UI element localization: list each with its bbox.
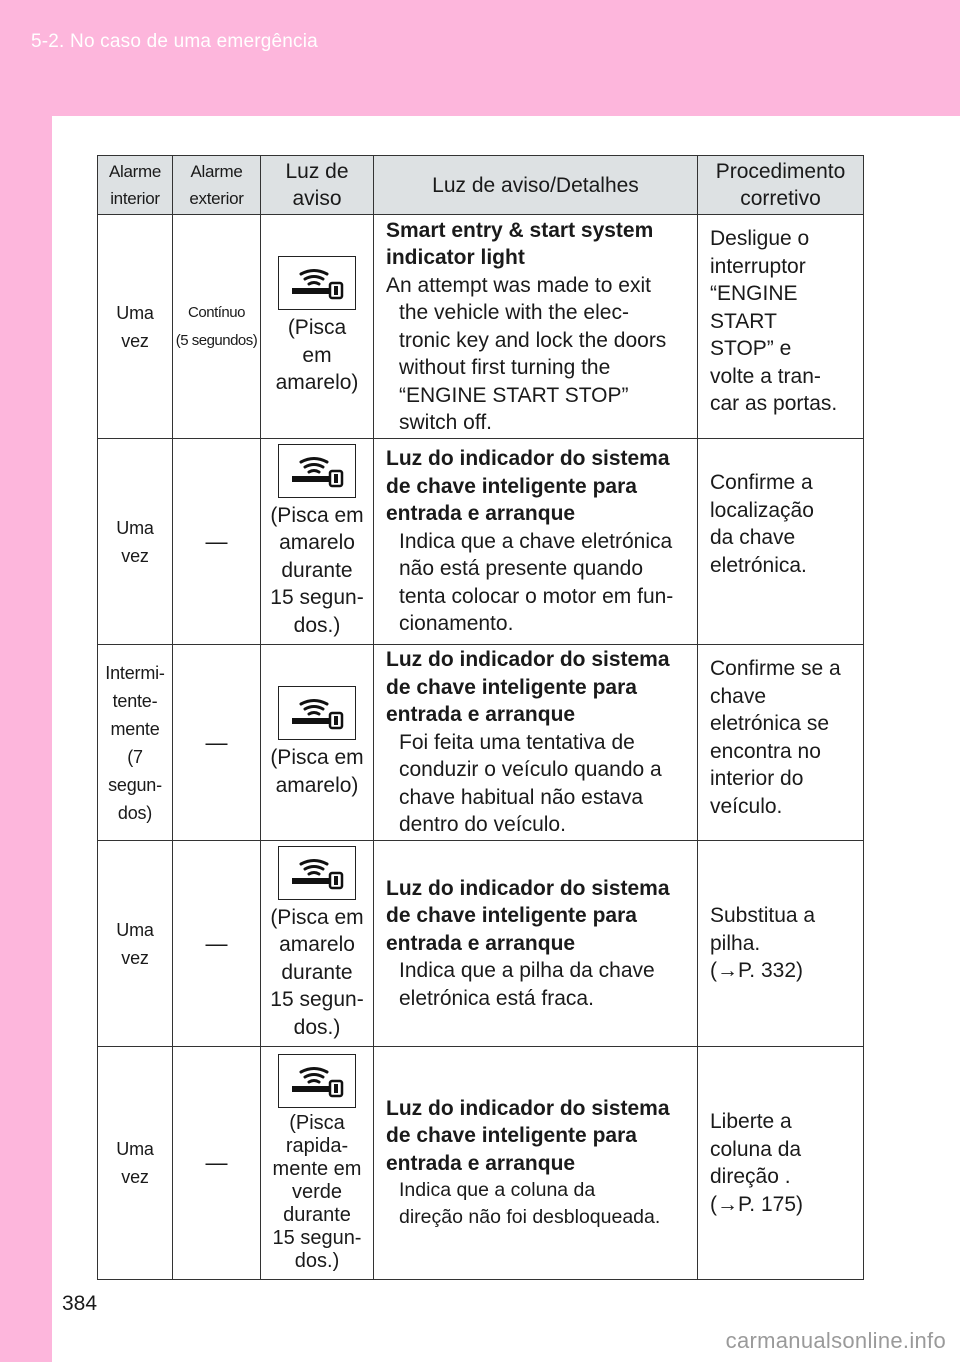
- watermark: carmanualsonline.info: [725, 1328, 946, 1353]
- side-margin-band: [0, 116, 52, 1362]
- header-alarm-exterior: Alarme exterior: [173, 156, 261, 215]
- section-title: 5-2. No caso de uma emergência: [31, 31, 318, 52]
- corrective-cell: Confirme a localização da chave eletrónica.: [698, 439, 864, 645]
- smart-key-indicator-icon: [278, 444, 356, 498]
- table-row: [98, 841, 864, 1047]
- alarm-interior-cell: Uma vez: [98, 215, 173, 439]
- alarm-exterior-cell: —: [173, 439, 261, 645]
- detail-cell: Luz do indicador do sistema de chave inteligente para entrada e arranque Indica que a pilha da chave eletrónica está fraca.: [374, 841, 698, 1047]
- header-warning-light: Luz de aviso: [261, 156, 374, 215]
- warning-light-cell: (Pisca em amarelo durante 15 segun- dos.): [261, 439, 374, 645]
- warning-light-cell: (Pisca em amarelo): [261, 645, 374, 841]
- smart-key-indicator-icon: [278, 846, 356, 900]
- page-number: 384: [62, 1292, 98, 1315]
- smart-key-indicator-icon: [278, 686, 356, 740]
- header-alarm-interior: Alarme interior: [98, 156, 173, 215]
- corrective-cell: Desligue o interruptor “ENGINE START STOP” e volte a tran- car as portas.: [698, 215, 864, 439]
- header-details: Luz de aviso/Detalhes: [374, 156, 698, 215]
- alarm-interior-cell: Uma vez: [98, 841, 173, 1047]
- alarm-interior-cell: Uma vez: [98, 1047, 173, 1280]
- warning-light-cell: (Pisca rapida- mente em verde durante 15 segun- dos.): [261, 1047, 374, 1280]
- table-row: [98, 439, 864, 645]
- smart-key-indicator-icon: [278, 256, 356, 310]
- table-row: [98, 645, 864, 841]
- corrective-cell: Liberte a coluna da direção . (→P. 175): [698, 1047, 864, 1280]
- warning-table: [97, 155, 864, 1280]
- header-corrective: Procedimento corretivo: [698, 156, 864, 215]
- detail-cell: Luz do indicador do sistema de chave inteligente para entrada e arranque Indica que a coluna da direção não foi desbloqueada.: [374, 1047, 698, 1280]
- header-band: [0, 0, 960, 116]
- table-row: [98, 1047, 864, 1280]
- table-row: [98, 215, 864, 439]
- corrective-cell: Confirme se a chave eletrónica se encontra no interior do veículo.: [698, 645, 864, 841]
- alarm-exterior-cell: —: [173, 841, 261, 1047]
- alarm-exterior-cell: —: [173, 645, 261, 841]
- detail-cell: Luz do indicador do sistema de chave inteligente para entrada e arranque Indica que a chave eletrónica não está presente quando tenta colocar o motor em fun- cionamento.: [374, 439, 698, 645]
- corrective-cell: Substitua a pilha. (→P. 332): [698, 841, 864, 1047]
- detail-cell: Smart entry & start system indicator light An attempt was made to exit the vehicle with the elec- tronic key and lock the doors without first turning the “ENGINE START STOP” switch off.: [374, 215, 698, 439]
- alarm-exterior-cell: Contínuo (5 segundos): [173, 215, 261, 439]
- alarm-exterior-cell: —: [173, 1047, 261, 1280]
- smart-key-indicator-icon: [278, 1054, 356, 1108]
- table-header-row: [98, 156, 864, 215]
- warning-light-cell: (Pisca em amarelo): [261, 215, 374, 439]
- alarm-interior-cell: Uma vez: [98, 439, 173, 645]
- detail-cell: Luz do indicador do sistema de chave inteligente para entrada e arranque Foi feita uma tentativa de conduzir o veículo quando a chave habitual não estava dentro do veículo.: [374, 645, 698, 841]
- warning-light-cell: (Pisca em amarelo durante 15 segun- dos.): [261, 841, 374, 1047]
- alarm-interior-cell: Intermi- tente- mente (7 segun- dos): [98, 645, 173, 841]
